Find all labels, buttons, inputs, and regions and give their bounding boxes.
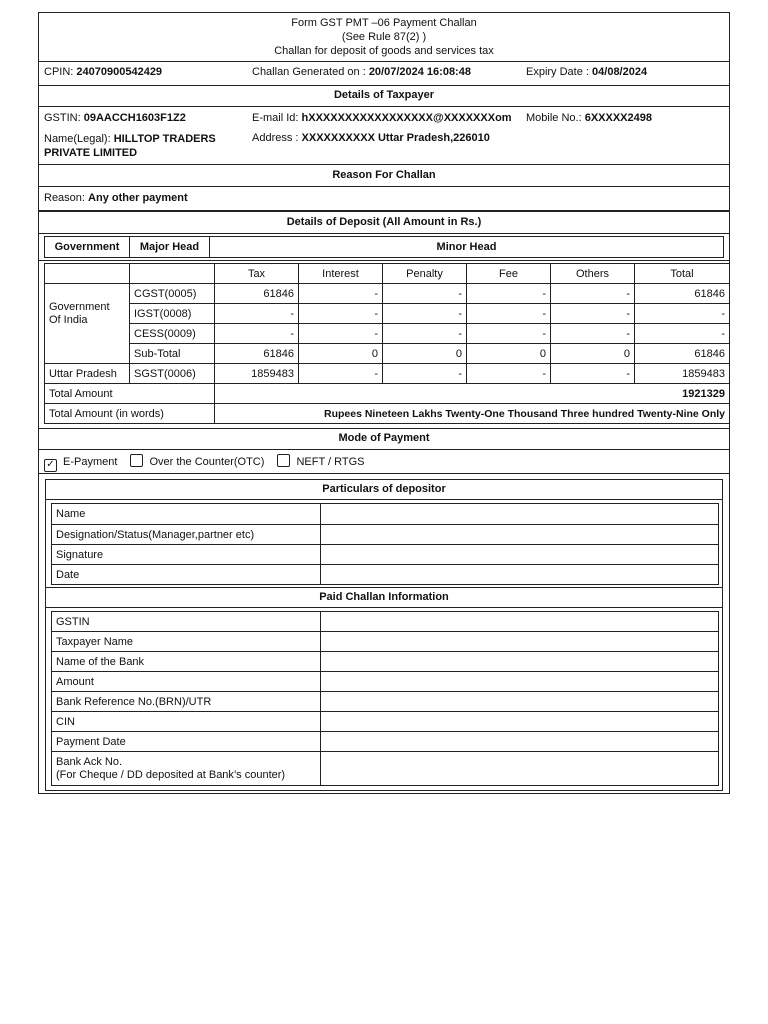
cpin: CPIN: 24070900542429	[44, 66, 163, 78]
deposit-section-title: Details of Deposit (All Amount in Rs.)	[286, 216, 482, 228]
taxpayer-section-title: Details of Taxpayer	[333, 89, 435, 101]
table-row: GSTIN	[52, 612, 719, 632]
table-row: Government Of India CGST(0005) 61846 - - - - 61846	[45, 284, 730, 304]
form-rule: (See Rule 87(2) )	[341, 31, 427, 43]
table-row: IGST(0008) - - - - - -	[45, 304, 730, 324]
row-head: Sub-Total	[130, 344, 215, 364]
table-row: Amount	[52, 672, 719, 692]
table-row: Name of the Bank	[52, 652, 719, 672]
words-label: Total Amount (in words)	[45, 404, 215, 424]
col-total: Total	[635, 264, 730, 284]
paid-bank-name-field[interactable]	[321, 652, 719, 672]
paid-amount-field[interactable]	[321, 672, 719, 692]
table-row: Sub-Total 61846 0 0 0 0 61846	[45, 344, 730, 364]
checkbox-neft[interactable]	[277, 454, 290, 467]
checkbox-epayment[interactable]: ✓	[44, 459, 57, 472]
row-head: IGST(0008)	[130, 304, 215, 324]
paid-payment-date-field[interactable]	[321, 732, 719, 752]
head-minor: Minor Head	[210, 237, 724, 258]
col-others: Others	[551, 264, 635, 284]
deposit-head-table	[44, 236, 724, 258]
form-subtitle: Challan for deposit of goods and services tax	[274, 45, 494, 57]
words-row	[45, 404, 730, 424]
expiry-date: Expiry Date : 04/08/2024	[526, 66, 648, 78]
words-value: Rupees Nineteen Lakhs Twenty-One Thousand Three hundred Twenty-Nine Only	[215, 404, 730, 424]
paid-taxpayer-name-field[interactable]	[321, 632, 719, 652]
paid-cin-field[interactable]	[321, 712, 719, 732]
taxpayer-name: Name(Legal): HILLTOP TRADERS PRIVATE LIMITED	[44, 133, 216, 159]
table-row: CESS(0009) - - - - - -	[45, 324, 730, 344]
taxpayer-email: E-mail Id: hXXXXXXXXXXXXXXXXX@XXXXXXXom	[252, 112, 512, 124]
taxpayer-address: Address : XXXXXXXXXX Uttar Pradesh,226010	[252, 132, 490, 144]
option-neft[interactable]: NEFT / RTGS	[277, 456, 364, 468]
checkbox-otc[interactable]	[130, 454, 143, 467]
form-title: Form GST PMT –06 Payment Challan	[291, 17, 477, 29]
depositor-designation-field[interactable]	[321, 525, 719, 545]
depositor-name-field[interactable]	[321, 504, 719, 525]
total-label: Total Amount	[45, 384, 215, 404]
col-fee: Fee	[467, 264, 551, 284]
challan-form	[38, 12, 730, 794]
total-row	[45, 384, 730, 404]
bank-ack-label: Bank Ack No. (For Cheque / DD deposited at Bank’s counter)	[52, 752, 321, 786]
paid-bank-ack-field[interactable]	[321, 752, 719, 786]
table-row: Date	[52, 565, 719, 585]
reason-section-title: Reason For Challan	[332, 169, 436, 181]
table-row: Bank Reference No.(BRN)/UTR	[52, 692, 719, 712]
option-epayment[interactable]: ✓ E-Payment	[44, 456, 120, 468]
row-head: CESS(0009)	[130, 324, 215, 344]
paid-info-table	[51, 611, 719, 786]
col-tax: Tax	[215, 264, 299, 284]
table-row: Name	[52, 504, 719, 525]
table-row: Uttar Pradesh SGST(0006) 1859483 - - - - 1859483	[45, 364, 730, 384]
head-major: Major Head	[130, 237, 210, 258]
table-row: Payment Date	[52, 732, 719, 752]
challan-generated: Challan Generated on : 20/07/2024 16:08:48	[252, 66, 471, 78]
table-row: Signature	[52, 545, 719, 565]
paid-brn-field[interactable]	[321, 692, 719, 712]
table-row: Designation/Status(Manager,partner etc)	[52, 525, 719, 545]
col-penalty: Penalty	[383, 264, 467, 284]
gov-india-label: Government Of India	[45, 284, 130, 364]
state-label: Uttar Pradesh	[45, 364, 130, 384]
row-head: CGST(0005)	[130, 284, 215, 304]
deposit-table	[44, 263, 730, 424]
paid-info-section-title: Paid Challan Information	[319, 591, 449, 603]
table-row: Taxpayer Name	[52, 632, 719, 652]
paid-gstin-field[interactable]	[321, 612, 719, 632]
taxpayer-mobile: Mobile No.: 6XXXXX2498	[526, 112, 652, 124]
depositor-section-title: Particulars of depositor	[322, 483, 446, 495]
taxpayer-gstin: GSTIN: 09AACCH1603F1Z2	[44, 112, 186, 124]
depositor-signature-field[interactable]	[321, 545, 719, 565]
col-interest: Interest	[299, 264, 383, 284]
payment-mode-title: Mode of Payment	[338, 432, 430, 444]
payment-mode-options	[44, 454, 365, 472]
option-otc[interactable]: Over the Counter(OTC)	[130, 456, 267, 468]
reason: Reason: Any other payment	[44, 192, 188, 204]
row-head: SGST(0006)	[130, 364, 215, 384]
total-value: 1921329	[215, 384, 730, 404]
table-row: CIN	[52, 712, 719, 732]
depositor-date-field[interactable]	[321, 565, 719, 585]
table-row	[52, 752, 719, 786]
head-government: Government	[45, 237, 130, 258]
depositor-table	[51, 503, 719, 585]
form-title-block	[39, 16, 729, 58]
